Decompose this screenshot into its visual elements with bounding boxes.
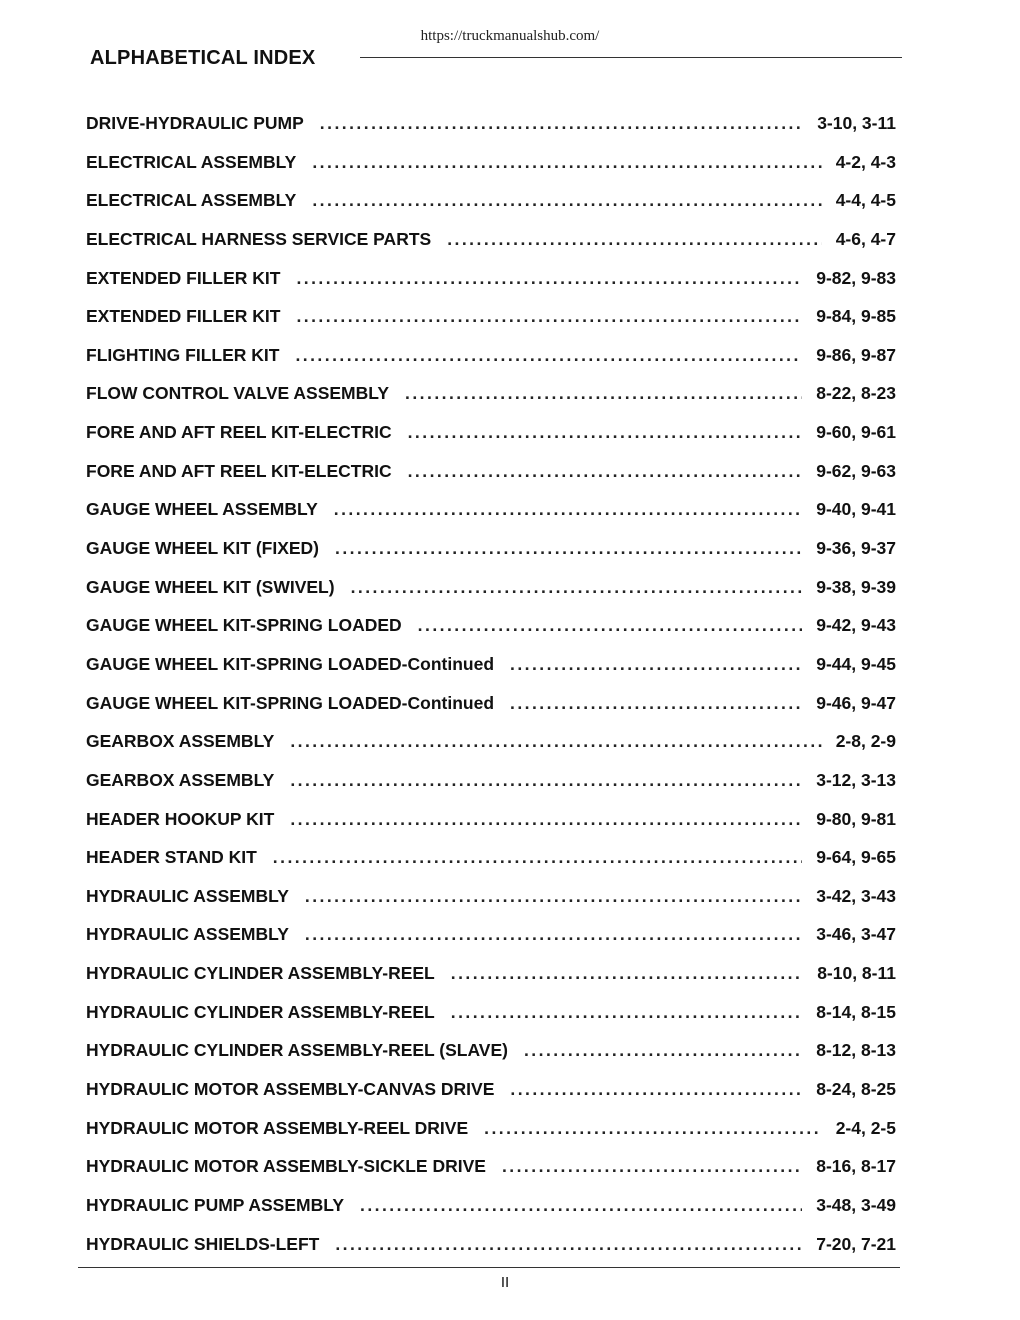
dot-leader	[418, 615, 803, 636]
dot-leader	[334, 499, 802, 520]
entry-pages: 9-86, 9-87	[816, 344, 896, 365]
entry-pages: 3-48, 3-49	[816, 1194, 896, 1215]
entry-pages: 4-2, 4-3	[835, 151, 896, 172]
index-entry	[86, 924, 896, 963]
entry-title: GAUGE WHEEL KIT (FIXED)	[86, 538, 320, 559]
dot-leader	[408, 422, 803, 443]
entry-title: HYDRAULIC CYLINDER ASSEMBLY-REEL (SLAVE)	[86, 1040, 508, 1061]
dot-leader	[484, 1118, 822, 1139]
entry-pages: 3-42, 3-43	[816, 885, 896, 906]
index-entry	[86, 268, 896, 307]
dot-leader	[360, 1195, 802, 1216]
index-entry	[86, 1156, 896, 1195]
entry-title: HEADER STAND KIT	[86, 847, 257, 868]
dot-leader	[290, 770, 802, 791]
entry-pages: 9-46, 9-47	[816, 692, 896, 713]
entry-pages: 9-60, 9-61	[816, 422, 896, 443]
entry-title: HYDRAULIC MOTOR ASSEMBLY-REEL DRIVE	[86, 1117, 469, 1138]
index-entry	[86, 577, 896, 616]
index-entry	[86, 461, 896, 500]
entry-pages: 8-10, 8-11	[817, 963, 896, 984]
entry-title: HYDRAULIC PUMP ASSEMBLY	[86, 1194, 344, 1215]
entry-pages: 4-6, 4-7	[835, 228, 896, 249]
entry-title: HYDRAULIC CYLINDER ASSEMBLY-REEL	[86, 1001, 435, 1022]
dot-leader	[510, 693, 802, 714]
entry-title: ELECTRICAL ASSEMBLY	[86, 190, 297, 211]
entry-title: GAUGE WHEEL KIT-SPRING LOADED-Continued	[86, 653, 495, 674]
entry-title: DRIVE-HYDRAULIC PUMP	[86, 113, 304, 133]
entry-pages: 8-14, 8-15	[816, 1001, 896, 1022]
entry-title: HYDRAULIC ASSEMBLY	[86, 885, 289, 906]
index-entry	[86, 731, 896, 770]
entry-pages: 7-20, 7-21	[816, 1233, 896, 1254]
entry-title: GAUGE WHEEL KIT-SPRING LOADED-Continued	[86, 692, 495, 713]
dot-leader	[524, 1040, 802, 1061]
entry-pages: 9-80, 9-81	[816, 808, 896, 829]
entry-pages: 9-36, 9-37	[816, 538, 896, 559]
entry-title: HEADER HOOKUP KIT	[86, 808, 275, 829]
dot-leader	[296, 306, 802, 327]
index-list	[86, 113, 896, 1272]
entry-pages: 2-8, 2-9	[835, 731, 896, 752]
dot-leader	[335, 538, 802, 559]
entry-title: EXTENDED FILLER KIT	[86, 306, 281, 327]
index-entry	[86, 383, 896, 422]
entry-title: HYDRAULIC SHIELDS-LEFT	[86, 1233, 320, 1254]
dot-leader	[510, 1079, 802, 1100]
entry-pages: 9-62, 9-63	[816, 460, 896, 481]
source-url: https://truckmanualshub.com/	[420, 28, 600, 44]
entry-title: EXTENDED FILLER KIT	[86, 267, 281, 288]
dot-leader	[451, 963, 803, 984]
index-entry	[86, 113, 896, 152]
dot-leader	[451, 1002, 802, 1023]
index-entry	[86, 615, 896, 654]
entry-pages: 9-42, 9-43	[816, 615, 896, 636]
entry-title: ELECTRICAL HARNESS SERVICE PARTS	[86, 228, 432, 249]
dot-leader	[447, 229, 821, 250]
index-entry	[86, 770, 896, 809]
entry-pages: 4-4, 4-5	[835, 190, 896, 211]
entry-title: GEARBOX ASSEMBLY	[86, 731, 275, 752]
dot-leader	[320, 113, 803, 134]
dot-leader	[290, 809, 802, 830]
dot-leader	[351, 577, 803, 598]
index-entry	[86, 809, 896, 848]
dot-leader	[408, 461, 803, 482]
index-entry	[86, 538, 896, 577]
index-entry	[86, 1002, 896, 1041]
entry-pages: 2-4, 2-5	[835, 1117, 896, 1138]
index-entry	[86, 345, 896, 384]
entry-title: FLOW CONTROL VALVE ASSEMBLY	[86, 383, 390, 404]
title-divider	[360, 57, 902, 58]
entry-pages: 9-44, 9-45	[816, 653, 896, 674]
dot-leader	[296, 268, 802, 289]
index-entry	[86, 306, 896, 345]
dot-leader	[305, 886, 802, 907]
entry-title: FORE AND AFT REEL KIT-ELECTRIC	[86, 460, 392, 481]
entry-pages: 9-40, 9-41	[816, 499, 896, 520]
index-entry	[86, 190, 896, 229]
page-title: ALPHABETICAL INDEX	[90, 47, 316, 69]
entry-title: HYDRAULIC MOTOR ASSEMBLY-CANVAS DRIVE	[86, 1079, 495, 1100]
dot-leader	[335, 1234, 802, 1255]
dot-leader	[502, 1156, 802, 1177]
entry-pages: 8-24, 8-25	[816, 1079, 896, 1100]
index-entry	[86, 499, 896, 538]
dot-leader	[405, 383, 802, 404]
entry-title: HYDRAULIC CYLINDER ASSEMBLY-REEL	[86, 963, 435, 984]
index-entry	[86, 229, 896, 268]
entry-pages: 3-46, 3-47	[816, 924, 896, 945]
entry-pages: 3-12, 3-13	[816, 769, 896, 790]
entry-pages: 8-16, 8-17	[816, 1156, 896, 1177]
page-number: II	[500, 1274, 510, 1291]
index-entry	[86, 963, 896, 1002]
entry-title: FORE AND AFT REEL KIT-ELECTRIC	[86, 422, 392, 443]
index-entry	[86, 1040, 896, 1079]
entry-title: HYDRAULIC ASSEMBLY	[86, 924, 289, 945]
entry-pages: 9-84, 9-85	[816, 306, 896, 327]
dot-leader	[305, 924, 802, 945]
entry-pages: 8-22, 8-23	[816, 383, 896, 404]
index-entry	[86, 422, 896, 461]
index-entry	[86, 654, 896, 693]
entry-title: ELECTRICAL ASSEMBLY	[86, 151, 297, 172]
entry-pages: 9-38, 9-39	[816, 576, 896, 597]
entry-title: HYDRAULIC MOTOR ASSEMBLY-SICKLE DRIVE	[86, 1156, 486, 1177]
entry-pages: 9-82, 9-83	[816, 267, 896, 288]
entry-title: GAUGE WHEEL KIT (SWIVEL)	[86, 576, 335, 597]
index-entry	[86, 847, 896, 886]
dot-leader	[312, 152, 821, 173]
index-entry	[86, 1118, 896, 1157]
entry-title: FLIGHTING FILLER KIT	[86, 344, 280, 365]
entry-pages: 9-64, 9-65	[816, 847, 896, 868]
index-entry	[86, 886, 896, 925]
index-entry	[86, 1079, 896, 1118]
footer-divider	[78, 1267, 900, 1268]
entry-title: GAUGE WHEEL ASSEMBLY	[86, 499, 318, 520]
entry-pages: 8-12, 8-13	[816, 1040, 896, 1061]
entry-title: GEARBOX ASSEMBLY	[86, 769, 275, 790]
index-entry	[86, 693, 896, 732]
entry-pages: 3-10, 3-11	[817, 113, 896, 133]
dot-leader	[312, 190, 821, 211]
dot-leader	[295, 345, 802, 366]
dot-leader	[510, 654, 802, 675]
dot-leader	[273, 847, 802, 868]
entry-title: GAUGE WHEEL KIT-SPRING LOADED	[86, 615, 402, 636]
index-entry	[86, 152, 896, 191]
index-entry	[86, 1195, 896, 1234]
dot-leader	[290, 731, 821, 752]
